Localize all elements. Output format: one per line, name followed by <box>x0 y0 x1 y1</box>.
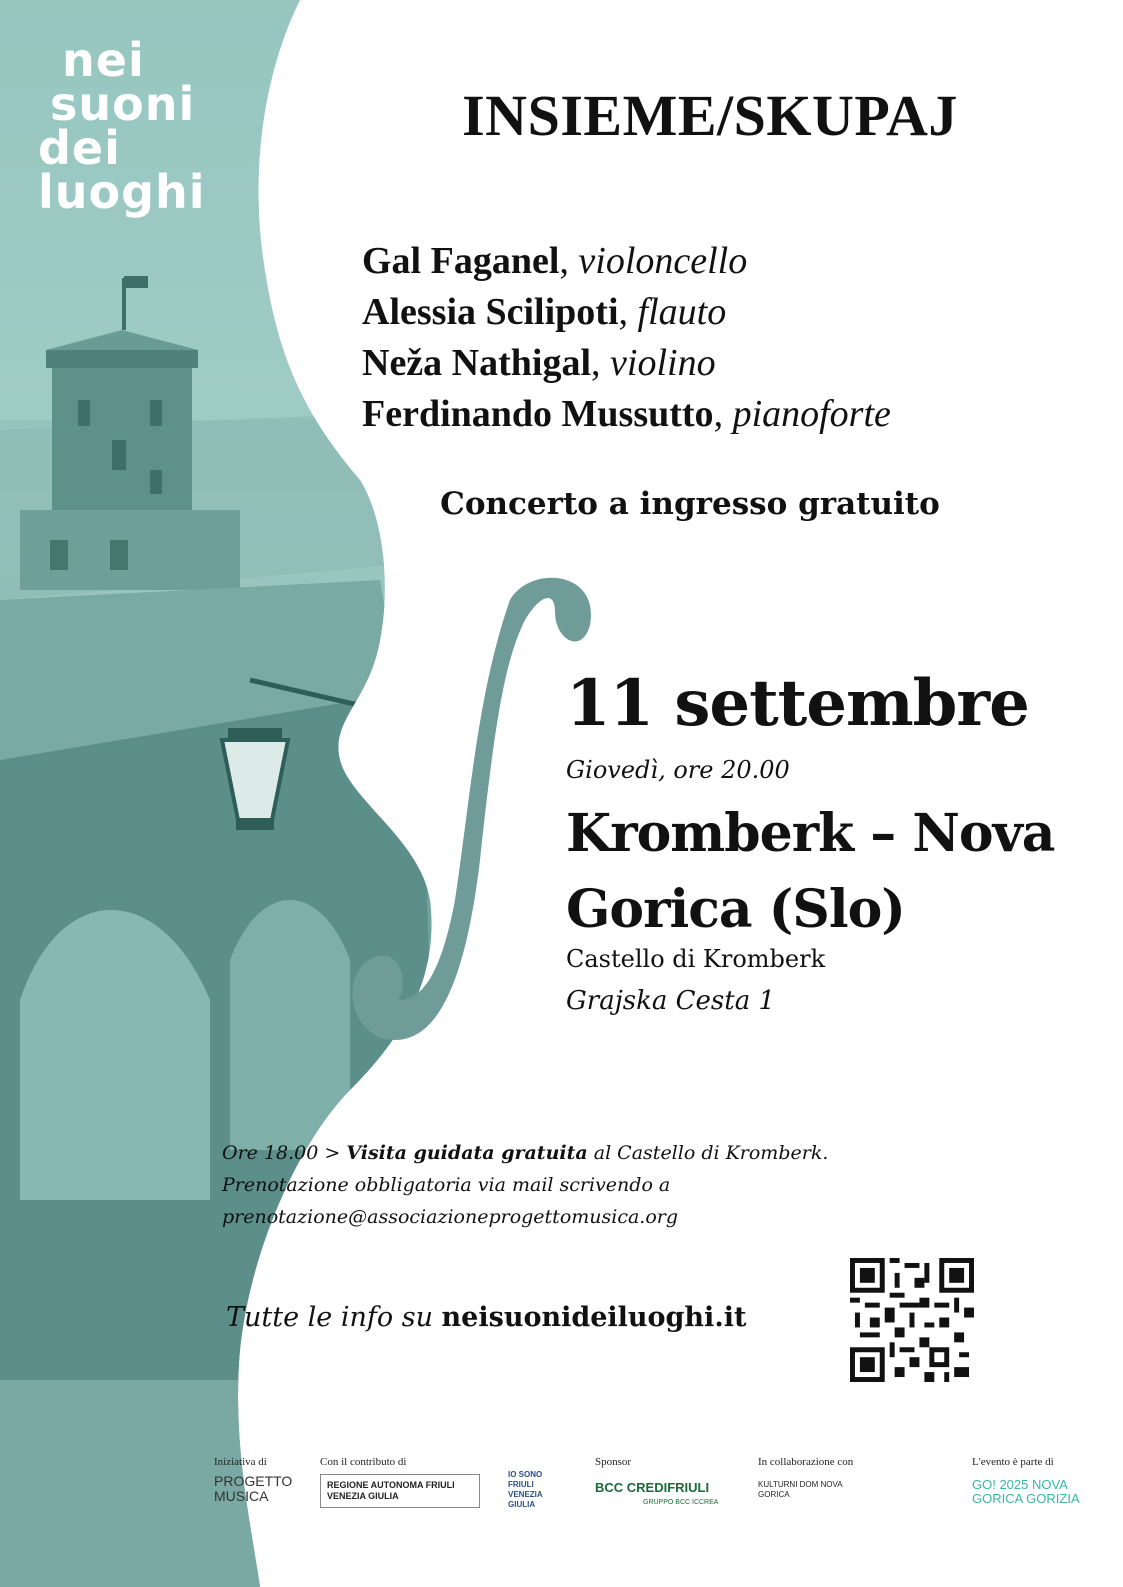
bcc-group-label: GRUPPO BCC ICCREA <box>643 1499 719 1506</box>
go2025-logo: GO! 2025 NOVA GORICA GORIZIA <box>972 1477 1080 1506</box>
logo-line-3: dei <box>38 121 121 175</box>
tour-title: Visita guidata gratuita <box>346 1142 588 1164</box>
tour-line-2: Prenotazione obbligatoria via mail scrivendo a <box>222 1174 671 1196</box>
performer-list <box>362 236 1062 440</box>
sponsor-label: Sponsor <box>595 1456 632 1468</box>
concert-title: INSIEME/SKUPAJ <box>462 83 958 148</box>
tour-time: Ore 18.00 > <box>222 1142 347 1164</box>
sponsor-part-of <box>972 1456 1087 1506</box>
bcc-credifriuli-logo: BCC CREDIFRIULI <box>595 1480 710 1495</box>
info-line <box>226 1302 746 1333</box>
kulturni-dom-logo: KULTURNI DOM NOVA GORICA <box>758 1480 843 1499</box>
performer-name: Ferdinando Mussutto <box>362 393 714 435</box>
performer-name: Neža Nathigal <box>362 342 592 384</box>
performer-name: Gal Faganel <box>362 240 560 282</box>
tour-email-link[interactable]: prenotazione@associazioneprogettomusica.org <box>222 1206 679 1228</box>
event-venue: Castello di Kromberk <box>566 945 826 973</box>
performer-row: Alessia Scilipoti, flauto <box>362 291 727 333</box>
tour-line-1 <box>222 1137 862 1169</box>
festival-logo <box>38 33 238 219</box>
event-date: 11 settembre <box>566 666 1029 741</box>
logo-line-1: nei <box>62 33 145 87</box>
io-sono-fvg-block <box>508 1470 552 1510</box>
performer-row: Ferdinando Mussutto, pianoforte <box>362 393 891 435</box>
logo-line-2: suoni <box>50 77 196 131</box>
contribution-label: Con il contributo di <box>320 1456 407 1468</box>
qr-code[interactable] <box>850 1258 974 1382</box>
logo-line-4: luoghi <box>38 165 206 219</box>
collab-label: In collaborazione con <box>758 1456 854 1468</box>
event-place <box>566 796 1106 948</box>
performer-role: violoncello <box>578 240 748 282</box>
io-sono-fvg-logo: IO SONO FRIULI VENEZIA GIULIA <box>508 1470 543 1509</box>
performer-role: flauto <box>637 291 727 333</box>
info-lead: Tutte le info su <box>226 1302 442 1333</box>
regione-fvg-logo: REGIONE AUTONOMA FRIULI VENEZIA GIULIA <box>320 1474 480 1508</box>
initiative-label: Iniziativa di <box>214 1456 267 1468</box>
tour-location: al Castello di Kromberk. <box>587 1142 829 1164</box>
free-entry-note: Concerto a ingresso gratuito <box>440 486 940 522</box>
guided-tour-note <box>222 1137 862 1233</box>
performer-name: Alessia Scilipoti <box>362 291 619 333</box>
sponsor-main <box>595 1456 718 1506</box>
performer-role: violino <box>610 342 716 384</box>
sponsor-contribution <box>320 1456 480 1508</box>
event-time: Giovedì, ore 20.00 <box>566 756 790 784</box>
f-hole-shape <box>352 578 591 1040</box>
sponsor-initiative <box>214 1456 294 1504</box>
performer-role: pianoforte <box>732 393 891 435</box>
event-address: Grajska Cesta 1 <box>566 986 776 1016</box>
sponsor-collaboration <box>758 1456 858 1500</box>
performer-row: Neža Nathigal, violino <box>362 342 716 384</box>
event-place-line-2: Gorica (Slo) <box>566 879 905 940</box>
event-place-line-1: Kromberk – Nova <box>566 803 1055 864</box>
progetto-musica-logo: PROGETTO MUSICA <box>214 1473 293 1504</box>
website-link[interactable]: neisuonideiluoghi.it <box>441 1302 747 1333</box>
performer-row: Gal Faganel, violoncello <box>362 240 748 282</box>
part-of-label: L'evento è parte di <box>972 1456 1054 1468</box>
